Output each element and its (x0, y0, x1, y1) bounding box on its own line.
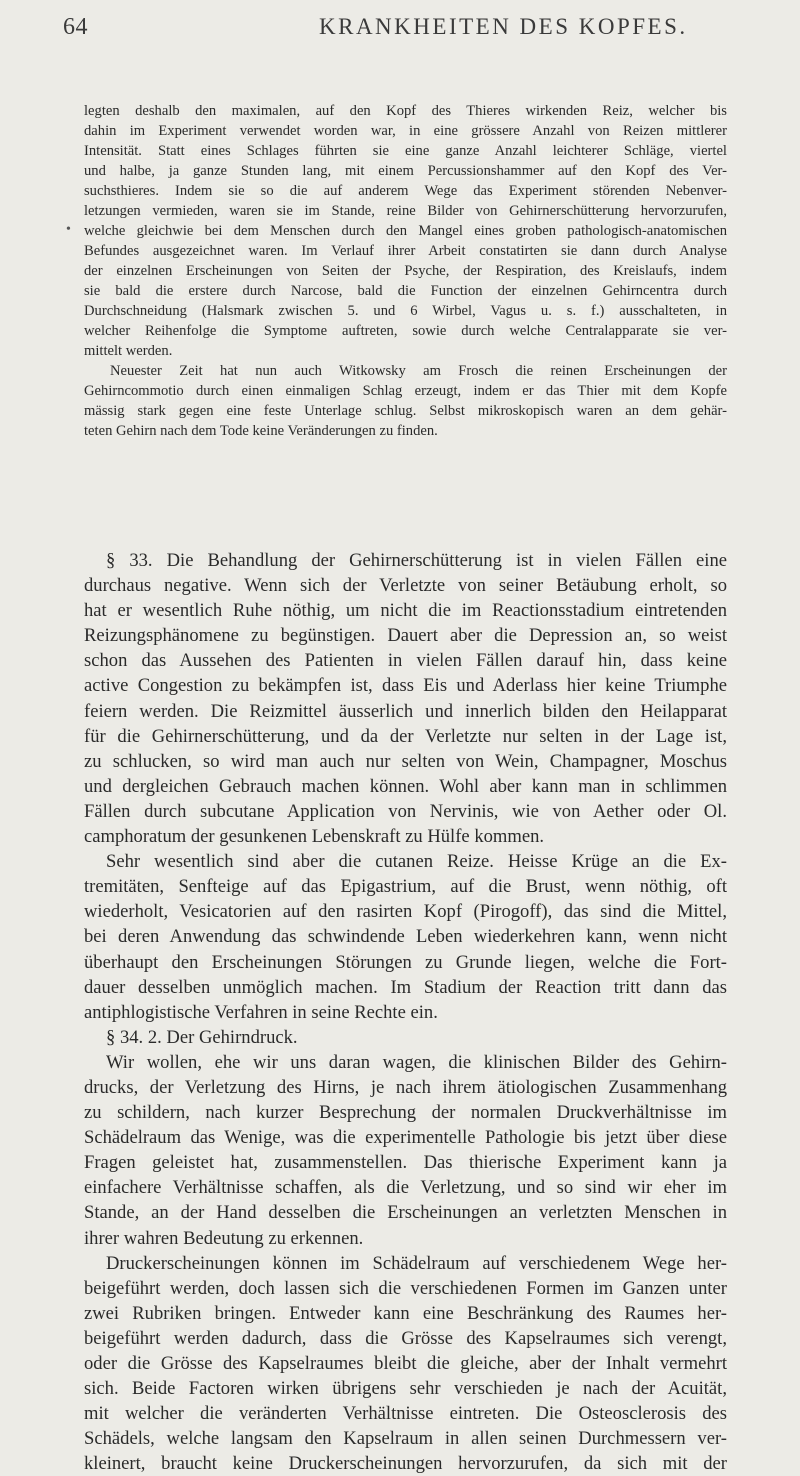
text-line: legten deshalb den maximalen, auf den Kopf des Thieres wirkenden Reiz, welcher bis (84, 103, 727, 119)
text-line: beigeführt werden, doch lassen sich die verschiedenen Formen im Ganzen unter (84, 1277, 727, 1299)
small-print-paragraphs (84, 101, 727, 441)
margin-speck: • (66, 222, 71, 237)
text-line: letzungen vermieden, waren sie im Stande, reine Bilder von Gehirnerschütterung hervorzurufen, (84, 203, 727, 219)
text-line: mit welcher die veränderten Verhältnisse eintreten. Die Osteosclerosis des (84, 1403, 727, 1425)
text-line: welcher Reihenfolge die Symptome auftreten, sowie durch welche Centralapparate sie ver- (84, 323, 727, 339)
text-line: schon das Aussehen des Patienten in vielen Fällen darauf hin, dass keine (84, 650, 727, 672)
text-line: Befundes ausgezeichnet waren. Im Verlauf ihrer Arbeit constatirten sie dann durch Analyse (84, 243, 727, 259)
text-line: sich. Beide Factoren wirken übrigens sehr verschieden je nach der Acuität, (84, 1378, 727, 1400)
page-number: 64 (63, 14, 88, 40)
text-line: ihrer wahren Bedeutung zu erkennen. (84, 1227, 364, 1249)
text-line: Schädelraum das Wenige, was die experimentelle Pathologie bis jetzt über diese (84, 1127, 727, 1149)
text-line: Durchschneidung (Halsmark zwischen 5. und 6 Wirbel, Vagus u. s. f.) ausschalteten, in (84, 303, 727, 319)
text-line: antiphlogistische Verfahren in seine Rechte ein. (84, 1001, 438, 1023)
text-line: durchaus negative. Wenn sich der Verletzte von seiner Betäubung erholt, so (84, 575, 727, 597)
text-line: Reizungsphänomene zu begünstigen. Dauert aber die Depression an, so weist (84, 625, 727, 647)
text-line: Fällen durch subcutane Application von Nervinis, wie von Aether oder Ol. (84, 800, 727, 822)
text-line: teten Gehirn nach dem Tode keine Veränderungen zu finden. (84, 423, 438, 439)
text-line: drucks, der Verletzung des Hirns, je nach ihrem ätiologischen Zusammenhang (84, 1076, 727, 1098)
text-line: dauer desselben unmöglich machen. Im Stadium der Reaction tritt dann das (84, 976, 727, 998)
text-line: hat er wesentlich Ruhe nöthig, um nicht die im Reactionsstadium eintretenden (84, 600, 727, 622)
text-line: Gehirncommotio durch einen einmaligen Schlag erzeugt, indem er das Thier mit dem Kopfe (84, 383, 727, 399)
section-heading: § 34. 2. Der Gehirndruck. (106, 1026, 298, 1048)
text-line: welche gleichwie bei dem Menschen durch den Mangel eines groben pathologisch-anatomischen (84, 223, 727, 239)
text-line: Druckerscheinungen können im Schädelraum auf verschiedenem Wege her- (106, 1252, 727, 1274)
running-title: KRANKHEITEN DES KOPFES. (319, 14, 688, 39)
text-line: Fragen geleistet hat, zusammenstellen. Das thierische Experiment kann ja (84, 1152, 727, 1174)
text-line: tremitäten, Senfteige auf das Epigastrium, auf die Brust, wenn nöthig, oft (84, 876, 727, 898)
text-line: überhaupt den Erscheinungen Störungen zu Grunde liegen, welche die Fort- (84, 951, 727, 973)
text-line: Wir wollen, ehe wir uns daran wagen, die klinischen Bilder des Gehirn- (106, 1051, 727, 1073)
text-line: sie bald die erstere durch Narcose, bald die Function der einzelnen Gehirncentra durch (84, 283, 727, 299)
text-line: dahin im Experiment verwendet worden war, in eine grössere Anzahl von Reizen mittlerer (84, 123, 727, 139)
text-line: suchsthieres. Indem sie so die auf anderem Wege das Experiment störenden Nebenver- (84, 183, 727, 199)
text-line: § 33. Die Behandlung der Gehirnerschütterung ist in vielen Fällen eine (106, 550, 727, 571)
text-line: kleinert, braucht keine Druckerscheinungen hervorzurufen, da sich mit der (84, 1453, 727, 1475)
text-line: Neuester Zeit hat nun auch Witkowsky am Frosch die reinen Erscheinungen der (110, 363, 727, 379)
text-line: zwei Rubriken bringen. Entweder kann eine Beschränkung des Raumes her- (84, 1302, 727, 1324)
text-line: active Congestion zu bekämpfen ist, dass Eis und Aderlass hier keine Triumphe (84, 675, 727, 697)
text-line: mässig stark gegen eine feste Unterlage schlug. Selbst mikroskopisch waren an dem gehär- (84, 403, 727, 419)
text-line: oder die Grösse des Kapselraumes bleibt die gleiche, aber der Inhalt vermehrt (84, 1353, 727, 1374)
text-line: Sehr wesentlich sind aber die cutanen Reize. Heisse Krüge an die Ex- (106, 851, 727, 873)
text-line: bei deren Anwendung das schwindende Leben wiederkehren kann, wenn nicht (84, 926, 727, 948)
text-line: zu schildern, nach kurzer Besprechung der normalen Druckverhältnisse im (84, 1102, 727, 1124)
text-line: für die Gehirnerschütterung, und da der Verletzte nur selten in der Lage ist, (84, 725, 727, 747)
text-line: Stande, an der Hand desselben die Erscheinungen an verletzten Menschen in (84, 1202, 727, 1224)
text-line: beigeführt werden dadurch, dass die Grösse des Kapselraumes sich verengt, (84, 1327, 727, 1349)
text-line: Schädels, welche langsam den Kapselraum in allen seinen Durchmessern ver- (84, 1428, 727, 1450)
main-paragraphs (84, 548, 727, 1476)
text-line: zu schlucken, so wird man auch nur selten von Wein, Champagner, Moschus (84, 750, 727, 772)
text-line: wiederholt, Vesicatorien auf den rasirten Kopf (Pirogoff), das sind die Mittel, (84, 901, 727, 923)
text-line: Intensität. Statt eines Schlages führten sie eine ganze Anzahl leichterer Schläge, viertel (84, 143, 727, 159)
text-line: der einzelnen Erscheinungen von Seiten der Psyche, der Respiration, des Kreislaufs, indem (84, 263, 727, 279)
text-line: feiern werden. Die Reizmittel äusserlich und innerlich bilden den Heilapparat (84, 700, 727, 722)
text-line: und halbe, ja ganze Stunden lang, mit einem Percussionshammer auf den Kopf des Ver- (84, 163, 727, 179)
text-line: und dergleichen Gebrauch machen können. Wohl aber kann man in schlimmen (84, 775, 727, 797)
text-line: mittelt werden. (84, 343, 173, 359)
text-line: camphoratum der gesunkenen Lebenskraft zu Hülfe kommen. (84, 826, 545, 848)
page-header (63, 4, 723, 44)
text-line: einfachere Verhältnisse schaffen, als die Verletzung, und so sind wir eher im (84, 1177, 727, 1199)
